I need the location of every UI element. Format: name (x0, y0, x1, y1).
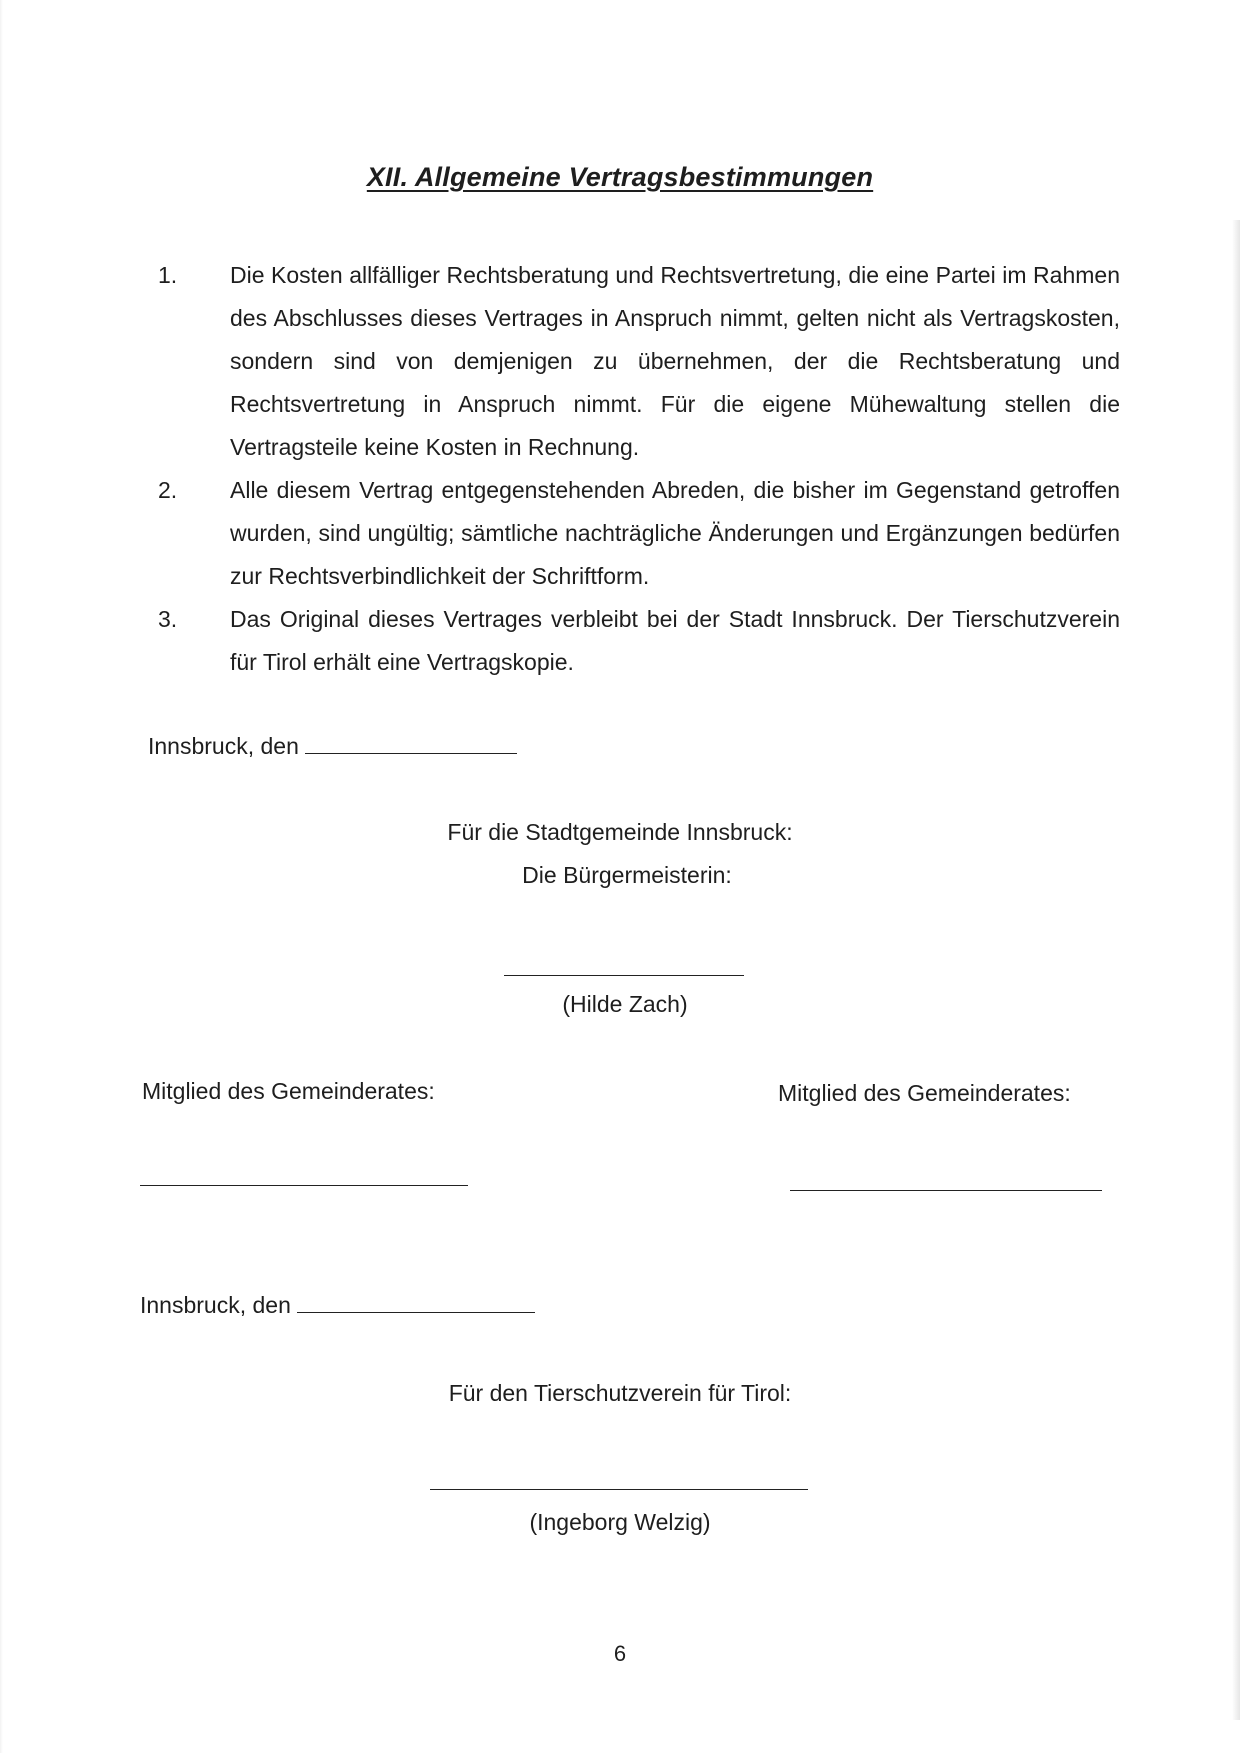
clause-text: Die Kosten allfälliger Rechtsberatung und Rechtsvertretung, die eine Partei im Rahmen des Abschlusses dieses Vertrages in Anspruch nimmt, gelten nicht als Vertragskosten, sondern sind von demjenigen zu übernehmen, der die Rechtsberatung und Rechtsvertretung in Anspruch nimmt. Für die eigene Mühewaltung stellen die Vertragsteile keine Kosten in Rechnung. (230, 262, 1120, 460)
scan-edge-right (1232, 220, 1240, 1720)
clause-number: 1. (158, 262, 178, 288)
council-member-right-signature-line (790, 1190, 1102, 1191)
clause-1 (150, 254, 1120, 469)
clause-text: Alle diesem Vertrag entgegenstehenden Abreden, die bisher im Gegenstand getroffen wurden, sind ungültig; sämtliche nachträgliche Änderungen und Ergänzungen bedürfen zur Rechtsverbindlichkeit der Schriftform. (230, 477, 1120, 589)
clause-2 (150, 469, 1120, 598)
city-date-blank (305, 733, 517, 754)
council-member-left-signature-line (140, 1185, 468, 1186)
association-signature-line (430, 1489, 808, 1490)
clause-number: 3. (158, 606, 178, 632)
association-place-date-label: Innsbruck, den (140, 1292, 291, 1318)
city-role-label: Die Bürgermeisterin: (522, 862, 732, 888)
mayor-name: (Hilde Zach) (562, 991, 688, 1017)
association-party-label: Für den Tierschutzverein für Tirol: (448, 1380, 792, 1406)
association-date-blank (297, 1292, 535, 1313)
association-signatory-name: (Ingeborg Welzig) (529, 1509, 711, 1535)
page-number: 6 (613, 1641, 627, 1666)
council-member-right-label: Mitglied des Gemeinderates: (778, 1080, 1071, 1106)
city-place-date-label: Innsbruck, den (148, 733, 299, 759)
association-place-date (140, 1292, 535, 1319)
section-title: XII. Allgemeine Vertragsbestimmungen (366, 162, 874, 192)
city-place-date (148, 733, 517, 760)
clause-3 (150, 598, 1120, 684)
city-party-label: Für die Stadtgemeinde Innsbruck: (447, 819, 793, 845)
mayor-signature-line (504, 975, 744, 976)
clause-text: Das Original dieses Vertrages verbleibt bei der Stadt Innsbruck. Der Tierschutzverein für Tirol erhält eine Vertragskopie. (230, 606, 1120, 675)
clause-number: 2. (158, 477, 178, 503)
council-member-left-label: Mitglied des Gemeinderates: (142, 1078, 435, 1104)
clause-list (150, 254, 1120, 684)
